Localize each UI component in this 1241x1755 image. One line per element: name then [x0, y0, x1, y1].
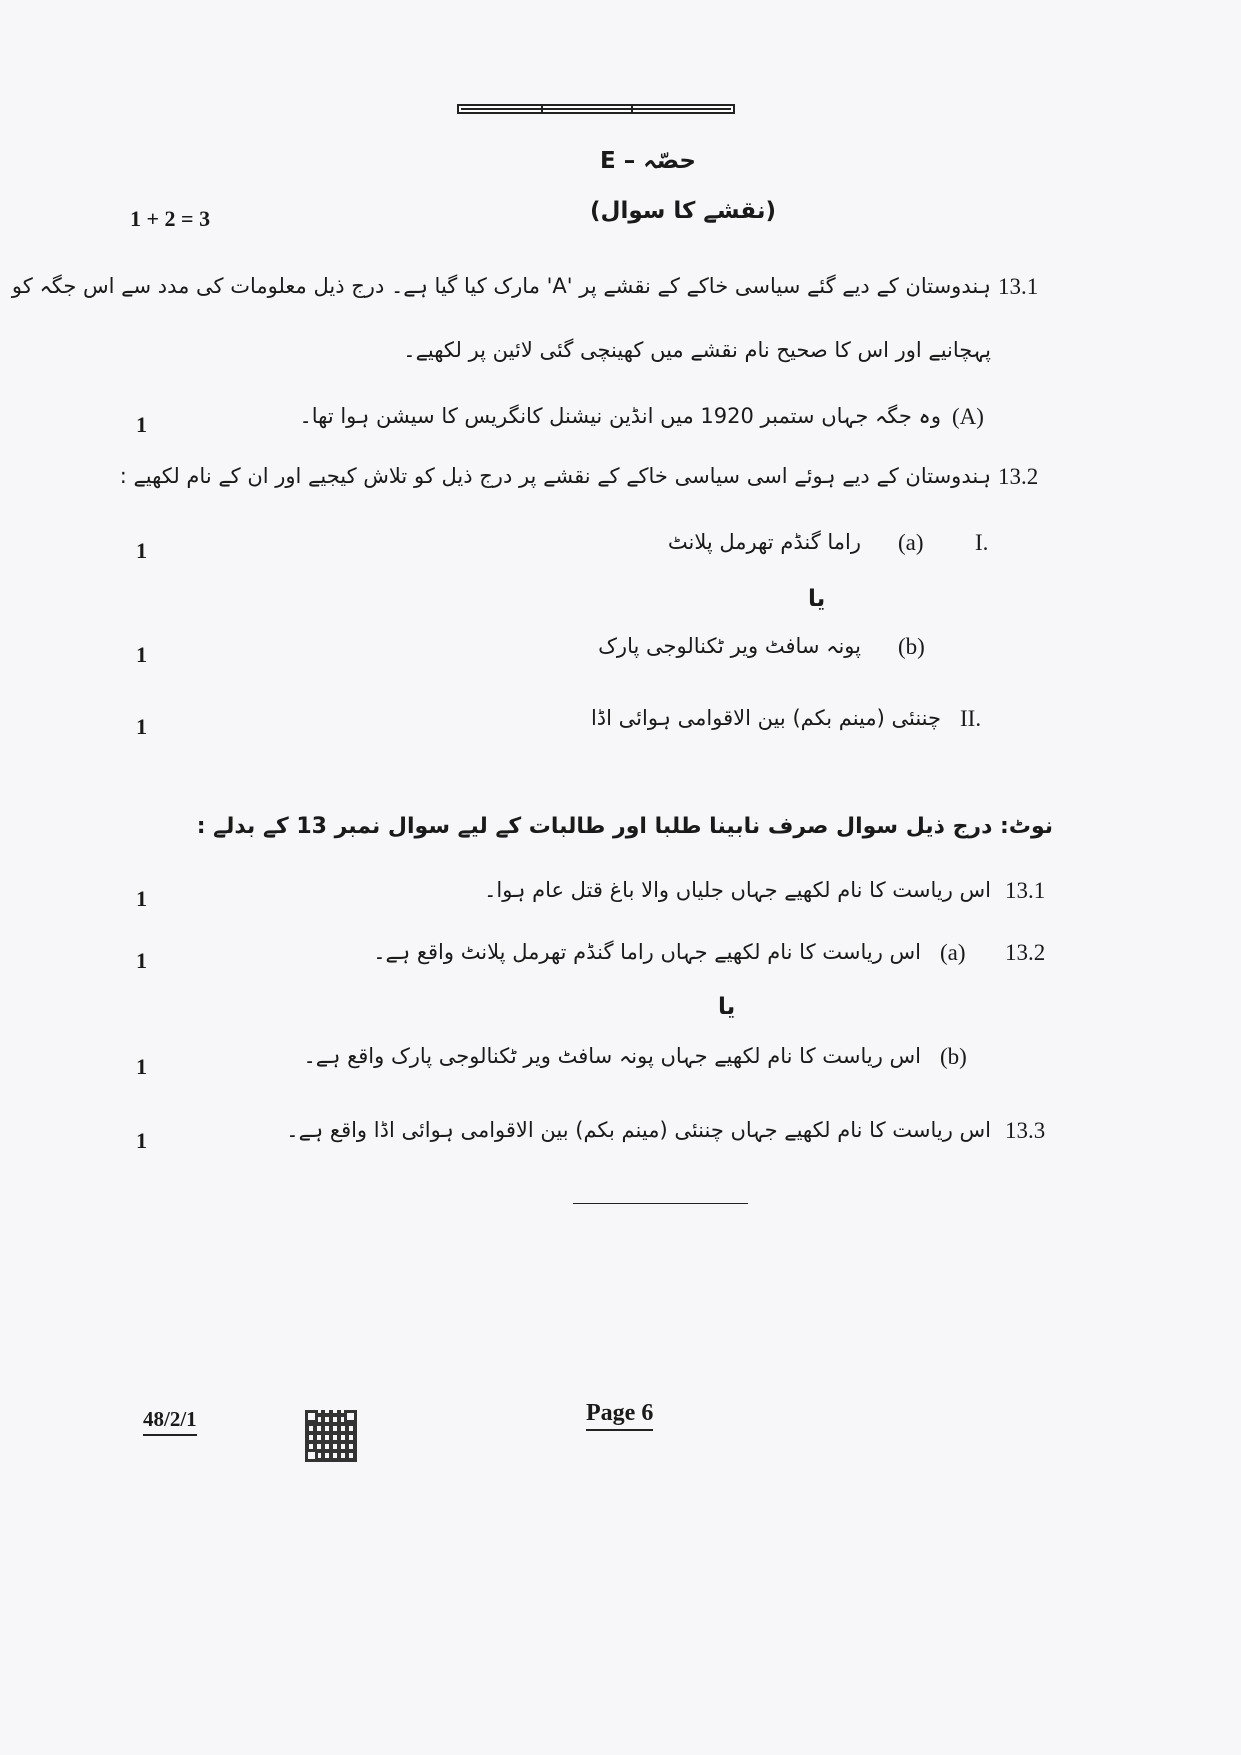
q13-1-number: 13.1 — [998, 274, 1039, 299]
note-q2-a-mark: 1 — [136, 948, 147, 973]
note-q3-text: اس ریاست کا نام لکھیے جہاں چننئی (مینم بکم) بین الاقوامی ہوائی اڈا واقع ہے۔ — [286, 1118, 991, 1142]
page-number: Page 6 — [586, 1400, 653, 1431]
note-q1-mark: 1 — [136, 886, 147, 911]
q13-1-a-mark: 1 — [136, 412, 147, 437]
note-q2-b-text: اس ریاست کا نام لکھیے جہاں پونہ سافٹ ویر ٹکنالوجی پارک واقع ہے۔ — [303, 1044, 921, 1068]
note-q3-number: 13.3 — [1005, 1118, 1046, 1143]
total-marks: 1 + 2 = 3 — [130, 206, 211, 231]
note-q2-number: 13.2 — [1005, 940, 1046, 965]
q13-2-i-a-text: راما گنڈم تھرمل پلانٹ — [667, 530, 861, 554]
q13-1-line2: پہچانیے اور اس کا صحیح نام نقشے میں کھینچی گئی لائین پر لکھیے۔ — [403, 338, 991, 362]
note-text: نوٹ: درج ذیل سوال صرف نابینا طلبا اور طالبات کے لیے سوال نمبر 13 کے بدلے : — [196, 814, 1053, 839]
footer-code: 48/2/1 — [143, 1407, 197, 1436]
q13-2-ii-label: II. — [960, 706, 982, 731]
end-divider — [573, 1203, 748, 1204]
q13-2-i-a-mark: 1 — [136, 538, 147, 563]
header-decorative-bar — [457, 104, 735, 114]
q13-2-i-b-text: پونہ سافٹ ویر ٹکنالوجی پارک — [598, 634, 861, 658]
q13-2-intro: ہندوستان کے دیے ہوئے اسی سیاسی خاکے کے نقشے پر درج ذیل کو تلاش کیجیے اور ان کے نام لکھیے : — [119, 464, 991, 488]
section-title: E – حصّہ — [600, 148, 696, 174]
note-q3-mark: 1 — [136, 1128, 147, 1153]
note-q2-or: یا — [718, 994, 736, 1020]
note-q2-a-text: اس ریاست کا نام لکھیے جہاں راما گنڈم تھرمل پلانٹ واقع ہے۔ — [373, 940, 921, 964]
q13-2-or: یا — [808, 586, 826, 612]
note-q2-a-label: (a) — [940, 940, 966, 965]
qr-code-icon — [305, 1410, 357, 1462]
q13-2-number: 13.2 — [998, 464, 1039, 489]
q13-2-ii-mark: 1 — [136, 714, 147, 739]
q13-1-a-text: وہ جگہ جہاں ستمبر 1920 میں انڈین نیشنل کانگریس کا سیشن ہوا تھا۔ — [299, 404, 941, 428]
q13-2-i-label: I. — [975, 530, 989, 555]
q13-2-i-b-label: (b) — [898, 634, 925, 659]
note-q1-number: 13.1 — [1005, 878, 1046, 903]
q13-2-i-a-label: (a) — [898, 530, 924, 555]
q13-2-i-b-mark: 1 — [136, 642, 147, 667]
q13-2-ii-text: چننئی (مینم بکم) بین الاقوامی ہوائی اڈا — [590, 706, 941, 730]
q13-1-line1: ہندوستان کے دیے گئے سیاسی خاکے کے نقشے پر 'A' مارک کیا گیا ہے۔ درج ذیل معلومات کی مدد سے اس جگہ کو — [11, 274, 991, 298]
note-q1-text: اس ریاست کا نام لکھیے جہاں جلیاں والا باغ قتل عام ہوا۔ — [484, 878, 991, 902]
section-subtitle: (نقشے کا سوال) — [590, 198, 776, 224]
note-q2-b-label: (b) — [940, 1044, 967, 1069]
note-q2-b-mark: 1 — [136, 1054, 147, 1079]
q13-1-a-label: (A) — [952, 404, 984, 429]
